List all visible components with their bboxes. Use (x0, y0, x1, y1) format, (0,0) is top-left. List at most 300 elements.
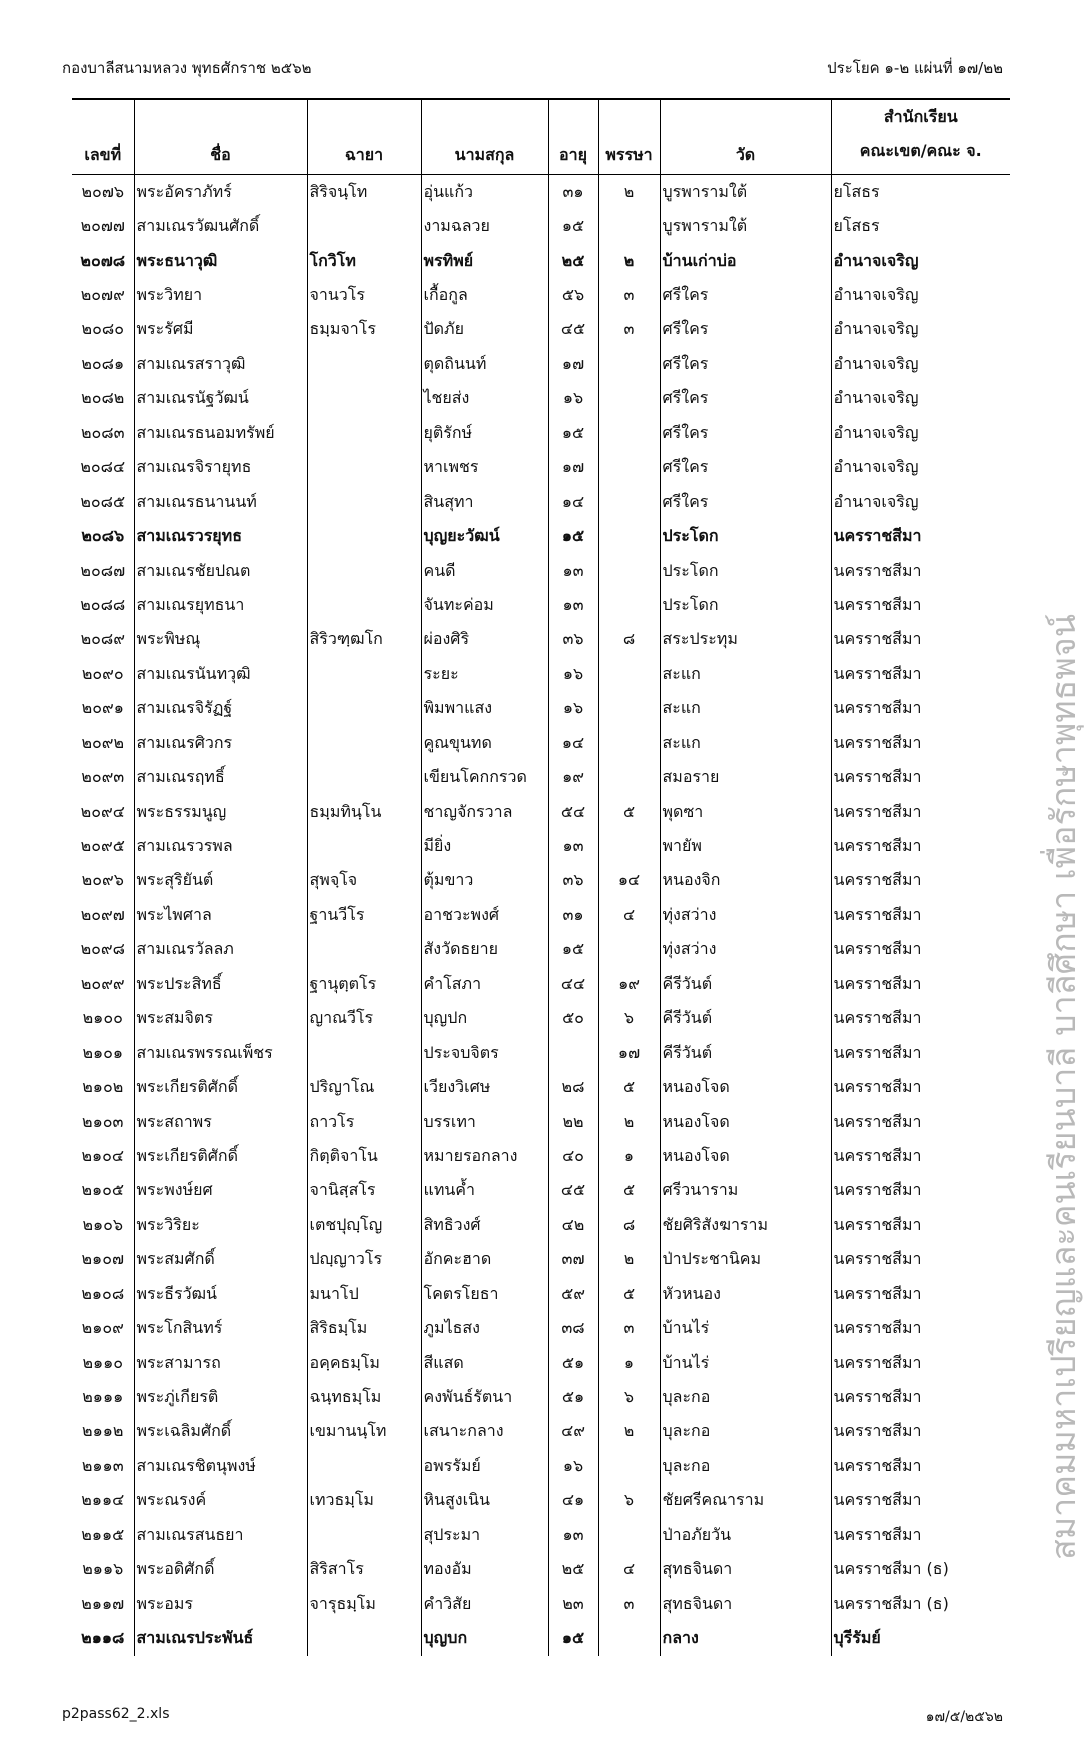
cell-title: ถาวโร (307, 1105, 421, 1139)
cell-surname: งามฉลวย (421, 209, 548, 243)
cell-no: ๒๑๐๔ (81, 1145, 125, 1165)
cell-title: ปญฺญาวโร (307, 1243, 421, 1277)
cell-title: สิริวฑฺฒโก (307, 623, 421, 657)
cell-no: ๒๐๙๔ (80, 801, 125, 821)
cell-age: ๑๔ (548, 485, 598, 519)
cell-age: ๓๗ (548, 1243, 598, 1277)
cell-surname: คำวิสัย (421, 1587, 548, 1621)
cell-surname: หินสูงเนิน (421, 1484, 548, 1518)
watermark-text: สมาคมมหาเปรียญและคนเรียนบาลี บาลีศึกษา เพื่อรักษาพุทธพจน์ (1044, 614, 1084, 1560)
cell-no: ๒๐๘๘ (80, 594, 126, 614)
cell-surname: เกื้อกูล (421, 278, 548, 312)
cell-wat: ศรีใคร (660, 416, 831, 450)
cell-school: นครราชสีมา (831, 898, 1010, 932)
cell-title: จานิสฺสโร (307, 1174, 421, 1208)
table-row (72, 313, 1010, 347)
cell-school: นครราชสีมา (831, 657, 1010, 691)
cell-surname: หมายรอกลาง (421, 1139, 548, 1173)
cell-age: ๑๓ (548, 1518, 598, 1552)
cell-name: พระสามารถ (134, 1346, 307, 1380)
cell-surname: เวียงวิเศษ (421, 1070, 548, 1104)
cell-age (548, 1036, 598, 1070)
cell-no: ๒๐๙๖ (81, 870, 124, 890)
cell-name: สามเณรฤทธิ์ (134, 760, 307, 794)
cell-surname: คูณขุนทด (421, 726, 548, 760)
cell-no: ๒๑๐๕ (81, 1180, 125, 1200)
cell-vassa: ๔ (598, 1553, 660, 1587)
cell-title (307, 1036, 421, 1070)
cell-name: สามเณรยุทธนา (134, 588, 307, 622)
cell-no: ๒๑๑๕ (81, 1524, 125, 1544)
cell-wat: ศรีใคร (660, 347, 831, 381)
table-row (72, 760, 1010, 794)
cell-wat: คีรีวันต์ (660, 1036, 831, 1070)
cell-age: ๑๖ (548, 657, 598, 691)
cell-no: ๒๐๙๐ (81, 663, 124, 683)
cell-vassa (598, 451, 660, 485)
cell-vassa: ๖ (598, 1484, 660, 1518)
table-row (72, 1449, 1010, 1483)
cell-school: นครราชสีมา (831, 1070, 1010, 1104)
cell-title: ฉนฺทธมฺโม (307, 1380, 421, 1414)
cell-no: ๒๐๙๓ (81, 767, 125, 787)
cell-wat: หนองโจด (660, 1105, 831, 1139)
table-row (72, 1105, 1010, 1139)
table-row (72, 1621, 1010, 1655)
cell-no: ๒๑๑๑ (82, 1387, 124, 1407)
cell-school: อำนาจเจริญ (831, 313, 1010, 347)
cell-age: ๑๗ (548, 451, 598, 485)
cell-no: ๒๐๘๑ (81, 353, 125, 373)
table-row (72, 967, 1010, 1001)
cell-age: ๓๖ (548, 864, 598, 898)
cell-wat: สุทธจินดา (660, 1587, 831, 1621)
cell-name: สามเณรวรยุทธ (134, 519, 307, 553)
cell-name: พระพิษณุ (134, 623, 307, 657)
cell-name: สามเณรธนอมทรัพย์ (134, 416, 307, 450)
table-row (72, 451, 1010, 485)
cell-school: นครราชสีมา (831, 760, 1010, 794)
cell-surname: ปัดภัย (421, 313, 548, 347)
cell-vassa: ๖ (598, 1002, 660, 1036)
cell-wat: คีรีวันต์ (660, 967, 831, 1001)
cell-no: ๒๑๑๔ (81, 1490, 125, 1510)
cell-no: ๒๐๗๙ (80, 285, 125, 305)
cell-school: นครราชสีมา (831, 1518, 1010, 1552)
cell-vassa: ๓ (598, 278, 660, 312)
cell-surname: ชาญจักรวาล (421, 795, 548, 829)
cell-age: ๔๒ (548, 1208, 598, 1242)
cell-school: นครราชสีมา (831, 1415, 1010, 1449)
cell-vassa: ๒ (598, 175, 660, 210)
table-row (72, 209, 1010, 243)
cell-age: ๕๐ (548, 1002, 598, 1036)
cell-vassa (598, 1518, 660, 1552)
cell-title: กิตฺติจาโน (307, 1139, 421, 1173)
cell-title (307, 657, 421, 691)
cell-school: อำนาจเจริญ (831, 485, 1010, 519)
cell-no: ๒๐๙๑ (81, 698, 124, 718)
cell-surname: จันทะค่อม (421, 588, 548, 622)
table-row (72, 933, 1010, 967)
cell-no: ๒๐๙๗ (80, 904, 125, 924)
cell-wat: สระประทุม (660, 623, 831, 657)
cell-no: ๒๑๐๘ (81, 1283, 125, 1303)
cell-school: นครราชสีมา (831, 1346, 1010, 1380)
cell-surname: เสนาะกลาง (421, 1415, 548, 1449)
column-header-no: เลขที่ (72, 99, 134, 175)
cell-title: ปริญาโณ (307, 1070, 421, 1104)
cell-name: สามเณรชิตนุพงษ์ (134, 1449, 307, 1483)
table-row (72, 795, 1010, 829)
cell-age: ๑๙ (548, 760, 598, 794)
column-header-age: อายุ (548, 99, 598, 175)
cell-age: ๕๔ (548, 795, 598, 829)
table-row (72, 1311, 1010, 1345)
table-row (72, 554, 1010, 588)
cell-age: ๒๓ (548, 1587, 598, 1621)
cell-no: ๒๑๐๙ (81, 1318, 124, 1338)
cell-surname: ไชยส่ง (421, 382, 548, 416)
cell-surname: บุญบก (421, 1621, 548, 1655)
cell-surname: อุ่นแก้ว (421, 175, 548, 210)
cell-vassa (598, 347, 660, 381)
cell-vassa (598, 519, 660, 553)
cell-vassa: ๕ (598, 1174, 660, 1208)
cell-title (307, 588, 421, 622)
column-header-school (831, 99, 1010, 175)
cell-name: พระสุริยันต์ (134, 864, 307, 898)
cell-name: พระอดิศักดิ์ (134, 1553, 307, 1587)
cell-no: ๒๐๙๕ (80, 836, 125, 856)
cell-school: นครราชสีมา (831, 1380, 1010, 1414)
cell-no: ๒๐๗๗ (80, 216, 125, 236)
cell-vassa: ๒ (598, 1105, 660, 1139)
cell-title: จารุธมฺโม (307, 1587, 421, 1621)
cell-wat: บุละกอ (660, 1380, 831, 1414)
column-header-vassa: พรรษา (598, 99, 660, 175)
cell-name: พระเกียรติศักดิ์ (134, 1139, 307, 1173)
cell-wat: ชัยศรีคณาราม (660, 1484, 831, 1518)
cell-wat: สุทธจินดา (660, 1553, 831, 1587)
cell-age: ๑๗ (548, 347, 598, 381)
cell-surname: อพรรัมย์ (421, 1449, 548, 1483)
cell-school: อำนาจเจริญ (831, 347, 1010, 381)
cell-surname: สีแสด (421, 1346, 548, 1380)
cell-title: เตชปุญฺโญ (307, 1208, 421, 1242)
cell-title (307, 1621, 421, 1655)
cell-vassa (598, 485, 660, 519)
cell-vassa (598, 692, 660, 726)
cell-wat: สะแก (660, 726, 831, 760)
table-row (72, 382, 1010, 416)
table-row (72, 1277, 1010, 1311)
cell-school: อำนาจเจริญ (831, 451, 1010, 485)
cell-age: ๕๙ (548, 1277, 598, 1311)
cell-vassa: ๓ (598, 1587, 660, 1621)
cell-wat: หนองโจด (660, 1070, 831, 1104)
cell-school: นครราชสีมา (831, 554, 1010, 588)
cell-title: ฐานุตฺตโร (307, 967, 421, 1001)
table-row (72, 692, 1010, 726)
table-row (72, 588, 1010, 622)
cell-name: สามเณรนัฐวัฒน์ (134, 382, 307, 416)
table-row (72, 1553, 1010, 1587)
cell-school: นครราชสีมา (831, 1484, 1010, 1518)
cell-name: พระไพศาล (134, 898, 307, 932)
table-row (72, 829, 1010, 863)
cell-school: อำนาจเจริญ (831, 416, 1010, 450)
cell-school: อำนาจเจริญ (831, 382, 1010, 416)
cell-vassa (598, 588, 660, 622)
cell-age: ๑๕ (548, 416, 598, 450)
cell-name: พระรัศมี (134, 313, 307, 347)
cell-name: สามเณรสราวุฒิ (134, 347, 307, 381)
cell-name: สามเณรประพันธ์ (134, 1621, 307, 1655)
cell-vassa (598, 933, 660, 967)
table-row (72, 726, 1010, 760)
cell-vassa: ๕ (598, 1070, 660, 1104)
cell-name: สามเณรนันทวุฒิ (134, 657, 307, 691)
table-row (72, 278, 1010, 312)
cell-surname: มียิ่ง (421, 829, 548, 863)
cell-no: ๒๐๘๗ (80, 560, 126, 580)
column-header-title: ฉายา (307, 99, 421, 175)
cell-title: อคฺคธมฺโม (307, 1346, 421, 1380)
table-row (72, 1070, 1010, 1104)
cell-vassa (598, 209, 660, 243)
cell-surname: แทนค้ำ (421, 1174, 548, 1208)
cell-surname: สินสุทา (421, 485, 548, 519)
cell-school: นครราชสีมา (831, 1208, 1010, 1242)
cell-age: ๔๕ (548, 313, 598, 347)
cell-surname: สังวัดธยาย (421, 933, 548, 967)
cell-wat: พุดซา (660, 795, 831, 829)
cell-title (307, 519, 421, 553)
cell-vassa (598, 657, 660, 691)
cell-school: นครราชสีมา (831, 726, 1010, 760)
cell-title (307, 347, 421, 381)
cell-age: ๑๖ (548, 1449, 598, 1483)
cell-age: ๔๐ (548, 1139, 598, 1173)
cell-vassa: ๑๙ (598, 967, 660, 1001)
cell-surname: บรรเทา (421, 1105, 548, 1139)
cell-surname: หาเพชร (421, 451, 548, 485)
cell-surname: เขียนโคกกรวด (421, 760, 548, 794)
cell-wat: ประโดก (660, 588, 831, 622)
cell-age: ๑๓ (548, 554, 598, 588)
table-row (72, 1002, 1010, 1036)
table-row (72, 1484, 1010, 1518)
cell-name: พระอมร (134, 1587, 307, 1621)
cell-wat: ศรีวนาราม (660, 1174, 831, 1208)
cell-school: นครราชสีมา (831, 864, 1010, 898)
cell-wat: หนองจิก (660, 864, 831, 898)
footer-filename: p2pass62_2.xls (62, 1706, 170, 1722)
cell-wat: ทุ่งสว่าง (660, 933, 831, 967)
cell-wat: ป่าอภัยวัน (660, 1518, 831, 1552)
cell-surname: ภูมไธสง (421, 1311, 548, 1345)
column-header-surname: นามสกุล (421, 99, 548, 175)
cell-title: จานวโร (307, 278, 421, 312)
cell-age: ๒๕ (548, 244, 598, 278)
cell-vassa (598, 726, 660, 760)
cell-surname: ระยะ (421, 657, 548, 691)
column-header-name: ชื่อ (134, 99, 307, 175)
results-table (72, 98, 1010, 1656)
cell-title (307, 382, 421, 416)
table-row (72, 1587, 1010, 1621)
cell-no: ๒๑๑๗ (81, 1593, 125, 1613)
cell-no: ๒๑๐๖ (82, 1214, 124, 1234)
cell-school: ยโสธร (831, 209, 1010, 243)
cell-no: ๒๑๑๒ (82, 1421, 124, 1441)
cell-name: พระพงษ์ยศ (134, 1174, 307, 1208)
cell-wat: หนองโจด (660, 1139, 831, 1173)
table-body (72, 175, 1010, 1656)
cell-name: พระธรรมนูญ (134, 795, 307, 829)
cell-school: นครราชสีมา (831, 1277, 1010, 1311)
cell-school: นครราชสีมา (831, 795, 1010, 829)
cell-wat: กลาง (660, 1621, 831, 1655)
cell-no: ๒๑๐๒ (82, 1077, 124, 1097)
cell-name: สามเณรวัฒนศักดิ์ (134, 209, 307, 243)
cell-surname: โคตรโยธา (421, 1277, 548, 1311)
table-row (72, 244, 1010, 278)
cell-age: ๔๑ (548, 1484, 598, 1518)
cell-no: ๒๐๙๒ (81, 732, 125, 752)
cell-no: ๒๑๑๘ (81, 1628, 125, 1648)
cell-surname: อาชวะพงศ์ (421, 898, 548, 932)
cell-surname: คงพันธ์รัตนา (421, 1380, 548, 1414)
cell-no: ๒๑๑๓ (81, 1455, 124, 1475)
cell-school: นครราชสีมา (831, 967, 1010, 1001)
cell-school: นครราชสีมา (831, 1036, 1010, 1070)
cell-title (307, 1449, 421, 1483)
cell-vassa: ๒ (598, 1243, 660, 1277)
cell-surname: สิทธิวงศ์ (421, 1208, 548, 1242)
cell-age: ๑๓ (548, 829, 598, 863)
cell-surname: ตุดถินนท์ (421, 347, 548, 381)
table-row (72, 1174, 1010, 1208)
cell-wat: บูรพารามใต้ (660, 209, 831, 243)
cell-title (307, 692, 421, 726)
cell-vassa: ๘ (598, 1208, 660, 1242)
cell-surname: คำโสภา (421, 967, 548, 1001)
cell-name: พระสมศักดิ์ (134, 1243, 307, 1277)
page-header-left: กองบาลีสนามหลวง พุทธศักราช ๒๕๖๒ (62, 59, 312, 77)
column-header-school-line2: คณะเขต/คณะ จ. (859, 141, 982, 160)
cell-school: นครราชสีมา (831, 588, 1010, 622)
cell-age: ๕๖ (548, 278, 598, 312)
cell-wat: ศรีใคร (660, 382, 831, 416)
cell-title (307, 933, 421, 967)
cell-vassa: ๖ (598, 1380, 660, 1414)
cell-name: พระสมจิตร (134, 1002, 307, 1036)
cell-age: ๔๔ (548, 967, 598, 1001)
cell-wat: บ้านไร่ (660, 1311, 831, 1345)
table-row (72, 1346, 1010, 1380)
cell-name: พระเฉลิมศักดิ์ (134, 1415, 307, 1449)
cell-name: สามเณรวัลลภ (134, 933, 307, 967)
page-header-right: ประโยค ๑-๒ แผ่นที่ ๑๗/๒๒ (827, 59, 1003, 77)
cell-no: ๒๑๐๑ (82, 1042, 124, 1062)
cell-age: ๑๓ (548, 588, 598, 622)
cell-title: สิริสาโร (307, 1553, 421, 1587)
cell-vassa: ๒ (598, 1415, 660, 1449)
table-row (72, 519, 1010, 553)
cell-no: ๒๐๗๖ (81, 181, 124, 201)
cell-name: พระประสิทธิ์ (134, 967, 307, 1001)
table-row (72, 347, 1010, 381)
cell-name: สามเณรวรพล (134, 829, 307, 863)
table-row (72, 1380, 1010, 1414)
cell-wat: ชัยศิริสังฆาราม (660, 1208, 831, 1242)
cell-school: ยโสธร (831, 175, 1010, 210)
table-row (72, 175, 1010, 210)
table-row (72, 864, 1010, 898)
cell-title (307, 726, 421, 760)
cell-title: ธมฺมทินฺโน (307, 795, 421, 829)
table-row (72, 1036, 1010, 1070)
cell-vassa: ๑ (598, 1346, 660, 1380)
cell-surname: บุญยะวัฒน์ (421, 519, 548, 553)
cell-school: นครราชสีมา (831, 623, 1010, 657)
cell-name: พระธีรวัฒน์ (134, 1277, 307, 1311)
cell-vassa: ๘ (598, 623, 660, 657)
cell-age: ๑๕ (548, 1621, 598, 1655)
cell-school: นครราชสีมา (ธ) (831, 1587, 1010, 1621)
cell-no: ๒๐๘๒ (81, 388, 125, 408)
cell-no: ๒๑๐๐ (82, 1008, 123, 1028)
cell-school: นครราชสีมา (831, 829, 1010, 863)
cell-title (307, 416, 421, 450)
cell-school: นครราชสีมา (831, 1002, 1010, 1036)
cell-name: สามเณรพรรณเพ็ชร (134, 1036, 307, 1070)
cell-school: นครราชสีมา (ธ) (831, 1553, 1010, 1587)
cell-name: สามเณรชัยปณต (134, 554, 307, 588)
cell-no: ๒๐๗๘ (80, 250, 126, 270)
cell-school: นครราชสีมา (831, 1139, 1010, 1173)
cell-title: มนาโป (307, 1277, 421, 1311)
cell-title: สุพจฺโจ (307, 864, 421, 898)
cell-surname: สุประมา (421, 1518, 548, 1552)
cell-surname: ผ่องศิริ (421, 623, 548, 657)
cell-surname: ประจบจิตร (421, 1036, 548, 1070)
cell-school: นครราชสีมา (831, 692, 1010, 726)
cell-no: ๒๑๑๖ (82, 1559, 124, 1579)
cell-title: ฐานวีโร (307, 898, 421, 932)
table-row (72, 1243, 1010, 1277)
cell-no: ๒๐๘๕ (80, 491, 126, 511)
cell-age: ๓๑ (548, 175, 598, 210)
column-header-wat: วัด (660, 99, 831, 175)
cell-vassa (598, 554, 660, 588)
cell-wat: สะแก (660, 692, 831, 726)
cell-name: พระสถาพร (134, 1105, 307, 1139)
cell-wat: สมอราย (660, 760, 831, 794)
table-row (72, 1415, 1010, 1449)
cell-name: สามเณรธนานนท์ (134, 485, 307, 519)
cell-surname: ตุ้มขาว (421, 864, 548, 898)
cell-name: พระอัคราภัทร์ (134, 175, 307, 210)
cell-vassa: ๓ (598, 1311, 660, 1345)
cell-age: ๑๖ (548, 382, 598, 416)
footer-date: ๑๗/๕/๒๕๖๒ (925, 1709, 1003, 1725)
cell-surname: อักคะฮาด (421, 1243, 548, 1277)
cell-surname: พรทิพย์ (421, 244, 548, 278)
column-header-school-line1: สำนักเรียน (883, 107, 958, 126)
